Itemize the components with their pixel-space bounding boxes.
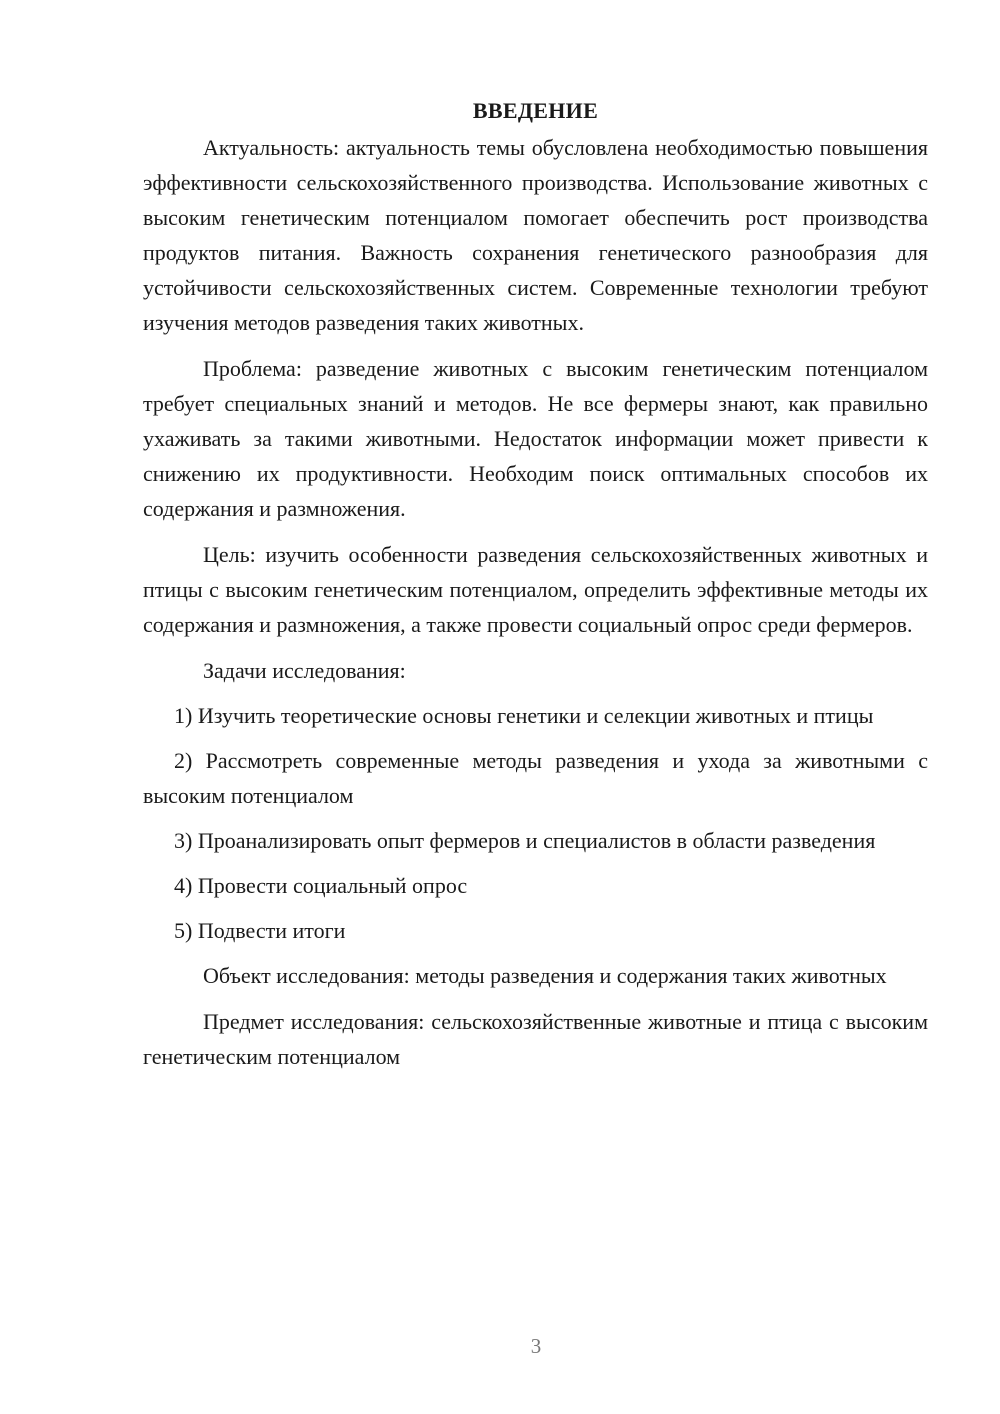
paragraph-goal: Цель: изучить особенности разведения сельскохозяйственных животных и птицы с высоким генетическим потенциалом, определить эффективные методы их содержания и размножения, а также провести социальный опрос среди фермеров.: [143, 542, 928, 637]
paragraph-problem: Проблема: разведение животных с высоким генетическим потенциалом требует специальных знаний и методов. Не все фермеры знают, как правильно ухаживать за такими животными. Недостаток информации может привести к снижению их продуктивности. Необходим поиск оптимальных способов их содержания и размножения.: [143, 356, 928, 521]
paragraph-object: Объект исследования: методы разведения и содержания таких животных: [203, 963, 887, 988]
paragraph-subject: Предмет исследования: сельскохозяйственные животные и птица с высоким генетическим потенциалом: [143, 1009, 928, 1069]
paragraph-relevance: Актуальность: актуальность темы обусловлена необходимостью повышения эффективности сельскохозяйственного производства. Использование животных с высоким генетическим потенциалом помогает обеспечить рост производства продуктов питания. Важность сохранения генетического разнообразия для устойчивости сельскохозяйственных систем. Современные технологии требуют изучения методов разведения таких животных.: [143, 135, 928, 335]
page-number: 3: [530, 1334, 542, 1358]
tasks-heading: Задачи исследования:: [203, 658, 406, 683]
task-item-5: 5) Подвести итоги: [174, 918, 346, 943]
section-title: ВВЕДЕНИЕ: [472, 98, 599, 123]
document-page: [143, 96, 928, 1085]
task-item-2: 2) Рассмотреть современные методы разведения и ухода за животными с высоким потенциалом: [143, 748, 928, 808]
task-item-1: 1) Изучить теоретические основы генетики и селекции животных и птицы: [174, 703, 874, 728]
task-item-4: 4) Провести социальный опрос: [174, 873, 468, 898]
task-item-3: 3) Проанализировать опыт фермеров и специалистов в области разведения: [174, 828, 876, 853]
tasks-list: [143, 698, 928, 948]
